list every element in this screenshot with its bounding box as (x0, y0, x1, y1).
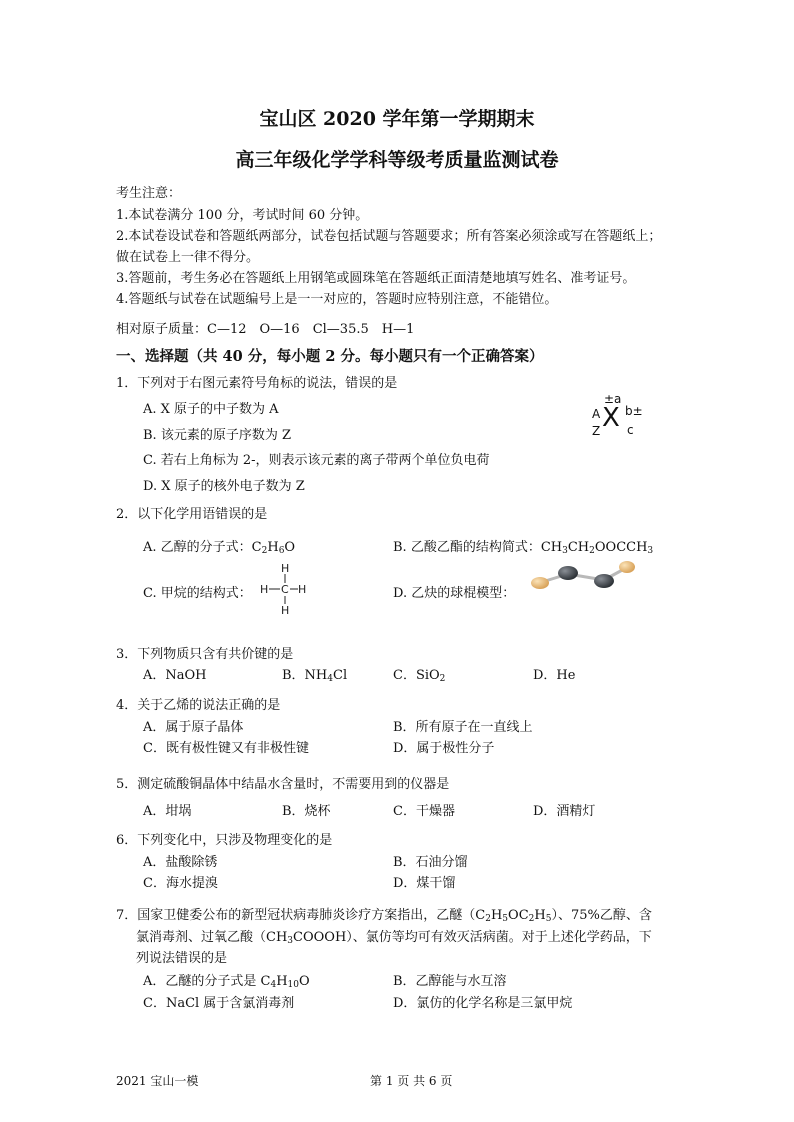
exam-title-line2: 高三年级化学学科等级考质量监测试卷 (235, 149, 559, 171)
q2-option-d: D. 乙炔的球棍模型： (393, 586, 516, 601)
q7-option-d: D．氯仿的化学名称是三氯甲烷 (393, 996, 573, 1011)
q4-option-a: A．属于原子晶体 (143, 720, 244, 735)
q6-option-d: D．煤干馏 (393, 876, 456, 891)
q6-stem: 6．下列变化中，只涉及物理变化的是 (116, 833, 333, 848)
q5-option-d: D．酒精灯 (533, 804, 596, 819)
q5-option-c: C．干燥器 (393, 804, 455, 819)
acetylene-h-right (619, 561, 635, 573)
q3-stem: 3．下列物质只含有共价键的是 (116, 647, 294, 662)
isotope-bottom-right: c (627, 423, 634, 437)
methane-h-right: H (298, 583, 307, 596)
q1-option-d: D. X 原子的核外电子数为 Z (143, 479, 305, 494)
isotope-atomic-number: Z (592, 424, 601, 438)
methane-c: C (281, 583, 289, 596)
q2-option-a: A. 乙醇的分子式：$C_2H_6O$ (143, 540, 296, 556)
section-heading: 一、选择题（共 40 分，每小题 2 分。每小题只有一个正确答案） (116, 348, 544, 365)
q5-option-a: A．坩埚 (143, 804, 192, 819)
footer-page-number: 第 1 页 共 6 页 (370, 1074, 453, 1088)
acetylene-h-left (531, 577, 549, 589)
notice-item-3: 3.答题前，考生务必在答题纸上用钢笔或圆珠笔在答题纸正面清楚地填写姓名、准考证号。 (116, 271, 636, 286)
q6-option-c: C．海水提溴 (143, 876, 218, 891)
isotope-mass-number: A (592, 407, 601, 421)
q1-option-a: A. X 原子的中子数为 A (143, 402, 279, 417)
q1-option-c: C. 若右上角标为 2-，则表示该元素的离子带两个单位负电荷 (143, 453, 490, 468)
q6-option-a: A．盐酸除锈 (143, 855, 218, 870)
notice-item-1: 1.本试卷满分 100 分，考试时间 60 分钟。 (116, 208, 369, 223)
q3-option-b: B．$NH_4Cl$ (282, 668, 348, 684)
isotope-symbol: X (602, 403, 620, 433)
q3-option-c: C．SiO$_2$ (393, 668, 446, 684)
q1-stem: 1．下列对于右图元素符号角标的说法，错误的是 (116, 376, 398, 391)
acetylene-c-right (594, 574, 614, 588)
methane-structural-formula (258, 560, 314, 618)
acetylene-ball-stick-model (520, 558, 640, 608)
q4-option-d: D．属于极性分子 (393, 741, 495, 756)
q2-option-b: B. 乙酸乙酯的结构简式：$CH_3CH_2OOCCH_3$ (393, 540, 654, 556)
q6-option-b: B．石油分馏 (393, 855, 468, 870)
q2-stem: 2．以下化学用语错误的是 (116, 507, 268, 522)
q4-option-c: C．既有极性键又有非极性键 (143, 741, 309, 756)
q7-stem-line1: 7．国家卫健委公布的新型冠状病毒肺炎诊疗方案指出，乙醚$(C_2H_5OC_2H_5)$、75%乙醇、含 (116, 908, 652, 924)
q4-stem: 4．关于乙烯的说法正确的是 (116, 698, 281, 713)
notice-item-4: 4.答题纸与试卷在试题编号上是一一对应的，答题时应特别注意，不能错位。 (116, 292, 558, 307)
footer-exam-name: 2021 宝山一模 (116, 1074, 199, 1088)
q7-option-a: A．乙醚的分子式是 $C_4H_{10}O$ (143, 974, 310, 990)
atomic-mass-line: 相对原子质量：C—12 O—16 Cl—35.5 H—1 (116, 322, 415, 337)
acetylene-c-left (558, 566, 578, 580)
q5-stem: 5．测定硫酸铜晶体中结晶水含量时，不需要用到的仪器是 (116, 777, 450, 792)
q3-option-d: D．He (533, 668, 576, 683)
isotope-notation-figure (592, 392, 652, 442)
notice-heading: 考生注意： (116, 186, 182, 201)
notice-item-2: 2.本试卷设试卷和答题纸两部分，试卷包括试题与答题要求；所有答案必须涂或写在答题纸上； (116, 229, 662, 244)
q7-stem-line2: 氯消毒剂、过氧乙酸$(CH_3COOOH)$、氯仿等均可有效灭活病菌。对于上述化学药品，下 (136, 930, 652, 946)
q7-option-b: B．乙醇能与水互溶 (393, 974, 507, 989)
q2-option-c: C. 甲烷的结构式： (143, 586, 252, 601)
q7-stem-line3: 列说法错误的是 (136, 951, 228, 966)
notice-item-2-cont: 做在试卷上一律不得分。 (116, 250, 260, 265)
q5-option-b: B．烧杯 (282, 804, 331, 819)
isotope-top: ±a (604, 392, 622, 406)
q3-option-a: A．NaOH (143, 668, 207, 683)
q7-option-c: C．NaCl 属于含氯消毒剂 (143, 996, 295, 1011)
q1-option-b: B. 该元素的原子序数为 Z (143, 428, 291, 443)
exam-title-line1: 宝山区 2020 学年第一学期期末 (259, 108, 535, 130)
methane-h-left: H (260, 583, 269, 596)
methane-h-top: H (281, 562, 290, 575)
methane-h-bottom: H (281, 604, 290, 617)
isotope-right: b± (625, 404, 643, 418)
q4-option-b: B．所有原子在一直线上 (393, 720, 533, 735)
